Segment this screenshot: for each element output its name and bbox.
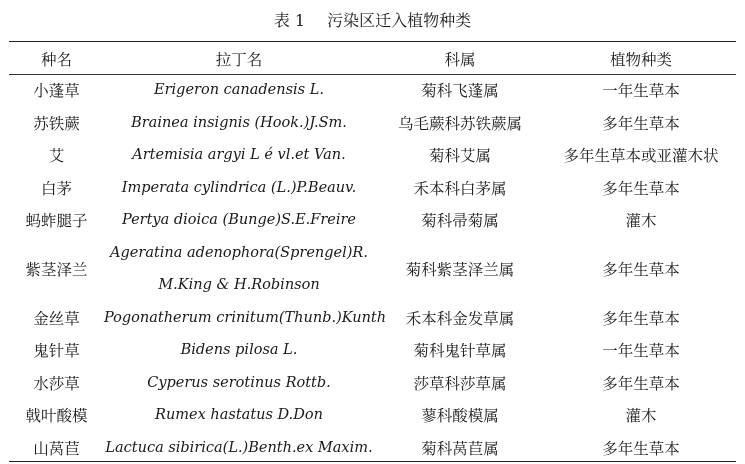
plant-type-cell: 多年生草本	[546, 367, 736, 400]
table-body	[9, 74, 736, 464]
species-name-cell: 小蓬草	[9, 74, 104, 107]
latin-name-cell	[104, 399, 374, 432]
latin-name-line: Rumex hastatus D.Don	[155, 407, 323, 423]
header-family-genus: 科属	[374, 43, 546, 74]
family-genus-cell: 蓼科酸模属	[374, 399, 546, 432]
latin-name-cell	[104, 334, 374, 367]
plant-type-cell: 灌木	[546, 399, 736, 432]
family-genus-cell: 莎草科莎草属	[374, 367, 546, 400]
plant-type-cell: 多年生草本	[546, 237, 736, 302]
table-caption	[0, 8, 745, 34]
latin-name-cell	[104, 432, 374, 464]
latin-name-cell	[104, 107, 374, 140]
latin-name-cell	[104, 74, 374, 107]
latin-name-line: Lactuca sibirica(L.)Benth.ex Maxim.	[105, 440, 372, 456]
plant-type-cell: 灌木	[546, 204, 736, 237]
table-title: 污染区迁入植物种类	[327, 11, 471, 30]
latin-name-line: Cyperus serotinus Rottb.	[147, 375, 331, 391]
latin-name-cell	[104, 139, 374, 172]
latin-name-cell	[104, 367, 374, 400]
table-row	[9, 334, 736, 367]
plant-type-cell: 多年生草本或亚灌木状	[546, 139, 736, 172]
table-row	[9, 74, 736, 107]
latin-name-cell	[104, 302, 374, 335]
latin-name-line: Pogonatherum crinitum(Thunb.)Kunth	[104, 310, 386, 326]
table-row	[9, 302, 736, 335]
table-header-row	[9, 43, 736, 74]
header-plant-type: 植物种类	[546, 43, 736, 74]
latin-name-cell	[104, 237, 374, 302]
species-name-cell: 蚂蚱腿子	[9, 204, 104, 237]
family-genus-cell: 禾本科白茅属	[374, 172, 546, 205]
latin-name-line: Bidens pilosa L.	[181, 342, 298, 358]
table-row	[9, 432, 736, 464]
family-genus-cell: 菊科帚菊属	[374, 204, 546, 237]
species-name-cell: 紫茎泽兰	[9, 237, 104, 302]
table-row	[9, 367, 736, 400]
header-species-name: 种名	[9, 43, 104, 74]
family-genus-cell: 乌毛蕨科苏铁蕨属	[374, 107, 546, 140]
species-name-cell: 水莎草	[9, 367, 104, 400]
table-row	[9, 107, 736, 140]
latin-name-cell	[104, 172, 374, 205]
table-row	[9, 204, 736, 237]
family-genus-cell: 菊科莴苣属	[374, 432, 546, 464]
latin-name-line: Ageratina adenophora(Sprengel)R.	[110, 245, 368, 261]
family-genus-cell: 菊科飞蓬属	[374, 74, 546, 107]
species-name-cell: 金丝草	[9, 302, 104, 335]
latin-name-line: Imperata cylindrica (L.)P.Beauv.	[122, 180, 356, 196]
species-name-cell: 山莴苣	[9, 432, 104, 464]
latin-name-cell	[104, 204, 374, 237]
latin-name-line: Erigeron canadensis L.	[154, 82, 324, 98]
species-name-cell: 鬼针草	[9, 334, 104, 367]
table-top-rule	[9, 41, 736, 42]
plant-type-cell: 一年生草本	[546, 334, 736, 367]
plant-species-table	[9, 43, 736, 464]
latin-name-line: M.King & H.Robinson	[158, 277, 319, 293]
header-latin-name: 拉丁名	[104, 43, 374, 74]
plant-type-cell: 多年生草本	[546, 432, 736, 464]
species-name-cell: 戟叶酸模	[9, 399, 104, 432]
family-genus-cell: 菊科紫茎泽兰属	[374, 237, 546, 302]
latin-name-line: Artemisia argyi L é vl.et Van.	[132, 147, 345, 163]
latin-name-line: Pertya dioica (Bunge)S.E.Freire	[122, 212, 356, 228]
family-genus-cell: 菊科艾属	[374, 139, 546, 172]
plant-type-cell: 多年生草本	[546, 107, 736, 140]
table-row	[9, 237, 736, 302]
species-name-cell: 艾	[9, 139, 104, 172]
plant-type-cell: 一年生草本	[546, 74, 736, 107]
plant-type-cell: 多年生草本	[546, 302, 736, 335]
table-row	[9, 139, 736, 172]
species-name-cell: 白茅	[9, 172, 104, 205]
plant-type-cell: 多年生草本	[546, 172, 736, 205]
table-number: 表 1	[274, 11, 305, 30]
family-genus-cell: 菊科鬼针草属	[374, 334, 546, 367]
table-row	[9, 399, 736, 432]
table-row	[9, 172, 736, 205]
species-name-cell: 苏铁蕨	[9, 107, 104, 140]
latin-name-line: Brainea insignis (Hook.)J.Sm.	[131, 115, 347, 131]
family-genus-cell: 禾本科金发草属	[374, 302, 546, 335]
